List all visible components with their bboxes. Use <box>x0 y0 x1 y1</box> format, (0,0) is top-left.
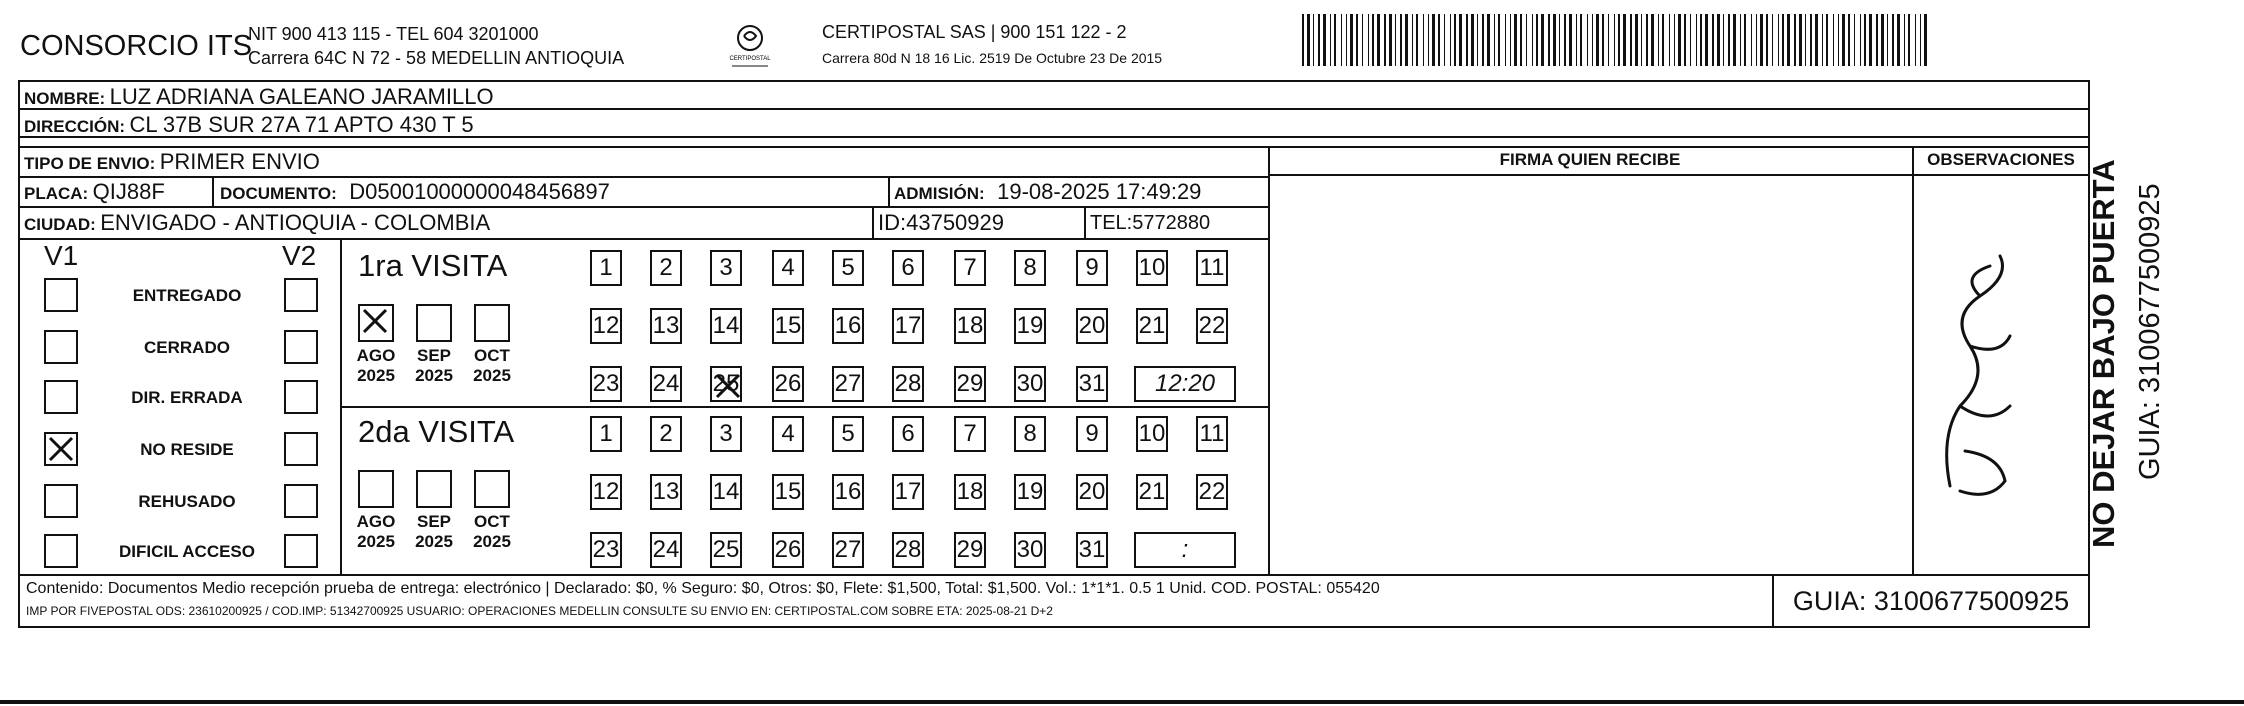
day-number: 16 <box>834 312 862 339</box>
tel-value: TEL:5772880 <box>1090 212 1211 234</box>
day-number: 27 <box>834 370 862 397</box>
admision-value: 19-08-2025 17:49:29 <box>997 179 1202 204</box>
second-time-box[interactable] <box>1134 532 1236 568</box>
v1-label: V1 <box>44 240 79 271</box>
day-number: 12 <box>592 478 620 505</box>
day-number: 3 <box>719 420 733 447</box>
first-time-box[interactable] <box>1134 366 1236 402</box>
nombre-label: NOMBRE: <box>24 89 106 108</box>
day-number: 23 <box>592 370 620 397</box>
second-visit-title: 2da VISITA <box>358 414 515 449</box>
second-month-checkbox[interactable] <box>416 470 452 508</box>
month-name: SEP <box>416 512 452 531</box>
first-day-cell[interactable] <box>710 366 742 402</box>
documento-value: D05001000000048456897 <box>349 179 610 204</box>
firma-header: FIRMA QUIEN RECIBE <box>1499 150 1681 169</box>
day-number: 10 <box>1138 254 1166 281</box>
second-day-cell[interactable] <box>832 416 864 452</box>
day-number: 24 <box>652 536 680 563</box>
first-day-cell[interactable] <box>772 366 804 402</box>
first-month-checkbox[interactable] <box>358 304 394 342</box>
v1-checkbox[interactable] <box>44 484 78 518</box>
time-value: : <box>1181 536 1189 563</box>
first-day-cell[interactable] <box>710 308 742 344</box>
company-nit: NIT 900 413 115 - TEL 604 3201000 <box>248 24 539 44</box>
day-number: 4 <box>781 254 795 281</box>
second-day-cell[interactable] <box>590 416 622 452</box>
day-number: 22 <box>1198 312 1226 339</box>
month-year: 2025 <box>357 532 395 551</box>
time-value: 12:20 <box>1154 370 1216 397</box>
placa-label: PLACA: <box>24 184 89 203</box>
id-value: ID:43750929 <box>878 210 1004 235</box>
second-day-cell[interactable] <box>954 416 986 452</box>
second-day-cell[interactable] <box>590 474 622 510</box>
day-number: 31 <box>1078 536 1106 563</box>
admision-row <box>894 179 1201 205</box>
v2-checkbox[interactable] <box>284 278 318 312</box>
second-month-label <box>468 512 516 552</box>
check-mark-icon <box>46 434 76 464</box>
first-day-cell[interactable] <box>832 250 864 286</box>
day-number: 8 <box>1023 254 1037 281</box>
day-number: 18 <box>956 478 984 505</box>
first-day-cell[interactable] <box>1014 366 1046 402</box>
first-day-cell[interactable] <box>1076 366 1108 402</box>
second-day-cell[interactable] <box>1014 474 1046 510</box>
first-day-cell[interactable] <box>772 250 804 286</box>
day-number: 15 <box>774 312 802 339</box>
first-day-cell[interactable] <box>1136 308 1168 344</box>
second-day-cell[interactable] <box>832 474 864 510</box>
day-number: 28 <box>894 370 922 397</box>
day-number: 14 <box>712 478 740 505</box>
day-number: 1 <box>599 254 613 281</box>
day-number: 20 <box>1078 478 1106 505</box>
v2-checkbox[interactable] <box>284 534 318 568</box>
v1-checkbox[interactable] <box>44 432 78 466</box>
v2-checkbox[interactable] <box>284 330 318 364</box>
month-name: AGO <box>356 346 396 365</box>
first-day-cell[interactable] <box>892 308 924 344</box>
second-day-cell[interactable] <box>892 416 924 452</box>
first-day-cell[interactable] <box>1076 250 1108 286</box>
second-day-cell[interactable] <box>710 532 742 568</box>
v2-checkbox[interactable] <box>284 380 318 414</box>
first-day-cell[interactable] <box>892 366 924 402</box>
first-day-cell[interactable] <box>954 250 986 286</box>
month-year: 2025 <box>473 366 511 385</box>
second-day-cell[interactable] <box>1076 532 1108 568</box>
second-day-cell[interactable] <box>590 532 622 568</box>
barcode <box>1302 14 1932 66</box>
day-number: 13 <box>652 478 680 505</box>
first-day-cell[interactable] <box>954 366 986 402</box>
ciudad-row <box>24 210 490 236</box>
day-number: 4 <box>781 420 795 447</box>
status-reason-label: DIFICIL ACCESO <box>118 542 255 561</box>
second-day-cell[interactable] <box>772 474 804 510</box>
check-mark-icon <box>713 371 743 401</box>
day-number: 7 <box>963 254 977 281</box>
side-warning: NO DEJAR BAJO PUERTA <box>2086 159 2121 548</box>
placa-value: QIJ88F <box>92 179 165 204</box>
nombre-value: LUZ ADRIANA GALEANO JARAMILLO <box>109 84 494 109</box>
placa-row <box>24 179 165 205</box>
certipostal-logo <box>722 22 778 72</box>
company-address: Carrera 64C N 72 - 58 MEDELLIN ANTIOQUIA <box>248 48 625 68</box>
tipo-row <box>24 149 320 175</box>
day-number: 7 <box>963 420 977 447</box>
second-day-cell[interactable] <box>954 474 986 510</box>
v1-checkbox[interactable] <box>44 330 78 364</box>
direccion-row <box>24 112 474 138</box>
direccion-value: CL 37B SUR 27A 71 APTO 430 T 5 <box>129 112 474 137</box>
day-number: 28 <box>894 536 922 563</box>
second-day-cell[interactable] <box>892 474 924 510</box>
day-number: 19 <box>1016 312 1044 339</box>
bottom-border <box>0 700 2244 704</box>
second-day-cell[interactable] <box>1014 416 1046 452</box>
second-day-cell[interactable] <box>650 532 682 568</box>
carrier-license: Carrera 80d N 18 16 Lic. 2519 De Octubre 23 De 2015 <box>822 50 1163 66</box>
first-month-checkbox[interactable] <box>416 304 452 342</box>
v1-checkbox[interactable] <box>44 534 78 568</box>
tipo-value: PRIMER ENVIO <box>159 149 320 174</box>
v2-label: V2 <box>282 240 317 271</box>
day-number: 6 <box>901 420 915 447</box>
v1-checkbox[interactable] <box>44 380 78 414</box>
status-reason-label: REHUSADO <box>138 492 236 511</box>
second-month-checkbox[interactable] <box>474 470 510 508</box>
first-day-cell[interactable] <box>772 308 804 344</box>
check-mark-icon <box>360 306 390 336</box>
svg-text:CERTIPOSTAL: CERTIPOSTAL <box>729 56 771 62</box>
first-visit-title: 1ra VISITA <box>358 248 508 283</box>
month-year: 2025 <box>415 366 453 385</box>
first-day-cell[interactable] <box>650 250 682 286</box>
day-number: 22 <box>1198 478 1226 505</box>
second-day-cell[interactable] <box>832 532 864 568</box>
first-day-cell[interactable] <box>1196 308 1228 344</box>
day-number: 10 <box>1138 420 1166 447</box>
day-number: 12 <box>592 312 620 339</box>
second-day-cell[interactable] <box>1196 474 1228 510</box>
day-number: 25 <box>712 370 740 397</box>
first-day-cell[interactable] <box>590 250 622 286</box>
day-number: 21 <box>1138 312 1166 339</box>
first-month-label <box>410 346 458 386</box>
second-day-cell[interactable] <box>650 474 682 510</box>
observaciones-header: OBSERVACIONES <box>1927 150 2075 169</box>
documento-row <box>220 179 610 205</box>
day-number: 13 <box>652 312 680 339</box>
second-day-cell[interactable] <box>772 416 804 452</box>
v2-checkbox[interactable] <box>284 484 318 518</box>
day-number: 23 <box>592 536 620 563</box>
month-year: 2025 <box>357 366 395 385</box>
first-day-cell[interactable] <box>1076 308 1108 344</box>
day-number: 25 <box>712 536 740 563</box>
day-number: 6 <box>901 254 915 281</box>
day-number: 9 <box>1085 420 1099 447</box>
day-number: 5 <box>841 254 855 281</box>
month-name: SEP <box>416 346 452 365</box>
second-day-cell[interactable] <box>710 416 742 452</box>
day-number: 15 <box>774 478 802 505</box>
day-number: 19 <box>1016 478 1044 505</box>
day-number: 11 <box>1199 420 1225 447</box>
day-number: 21 <box>1138 478 1166 505</box>
status-reason-label: ENTREGADO <box>132 286 242 305</box>
day-number: 17 <box>894 312 922 339</box>
side-guia: GUIA: 3100677500925 <box>2134 183 2166 480</box>
status-reason-label: NO RESIDE <box>140 440 234 459</box>
day-number: 11 <box>1199 254 1225 281</box>
status-reason-label: DIR. ERRADA <box>131 388 243 407</box>
second-day-cell[interactable] <box>1136 474 1168 510</box>
handwritten-observation <box>1930 236 2040 516</box>
status-reason-label: CERRADO <box>144 338 230 357</box>
first-day-cell[interactable] <box>590 366 622 402</box>
v2-checkbox[interactable] <box>284 432 318 466</box>
first-day-cell[interactable] <box>1136 250 1168 286</box>
first-month-label <box>352 346 400 386</box>
day-number: 20 <box>1078 312 1106 339</box>
day-number: 17 <box>894 478 922 505</box>
company-name: CONSORCIO ITS <box>20 30 253 62</box>
day-number: 26 <box>774 370 802 397</box>
second-day-cell[interactable] <box>1076 474 1108 510</box>
day-number: 1 <box>599 420 613 447</box>
day-number: 29 <box>956 536 984 563</box>
day-number: 30 <box>1016 536 1044 563</box>
day-number: 27 <box>834 536 862 563</box>
second-day-cell[interactable] <box>1136 416 1168 452</box>
second-day-cell[interactable] <box>710 474 742 510</box>
footer-guia: GUIA: 3100677500925 <box>1792 586 2070 616</box>
admision-label: ADMISIÓN: <box>894 184 985 203</box>
day-number: 30 <box>1016 370 1044 397</box>
first-day-cell[interactable] <box>954 308 986 344</box>
first-day-cell[interactable] <box>832 308 864 344</box>
second-day-cell[interactable] <box>650 416 682 452</box>
day-number: 5 <box>841 420 855 447</box>
first-day-cell[interactable] <box>590 308 622 344</box>
first-day-cell[interactable] <box>650 308 682 344</box>
second-day-cell[interactable] <box>892 532 924 568</box>
first-month-checkbox[interactable] <box>474 304 510 342</box>
second-day-cell[interactable] <box>1014 532 1046 568</box>
tipo-label: TIPO DE ENVIO: <box>24 154 156 173</box>
day-number: 18 <box>956 312 984 339</box>
second-day-cell[interactable] <box>772 532 804 568</box>
month-year: 2025 <box>415 532 453 551</box>
month-name: AGO <box>356 512 396 531</box>
first-day-cell[interactable] <box>892 250 924 286</box>
first-day-cell[interactable] <box>710 250 742 286</box>
day-number: 31 <box>1078 370 1106 397</box>
second-day-cell[interactable] <box>1196 416 1228 452</box>
day-number: 3 <box>719 254 733 281</box>
day-number: 9 <box>1085 254 1099 281</box>
first-day-cell[interactable] <box>650 366 682 402</box>
second-month-checkbox[interactable] <box>358 470 394 508</box>
second-day-cell[interactable] <box>954 532 986 568</box>
day-number: 29 <box>956 370 984 397</box>
second-month-label <box>352 512 400 552</box>
direccion-label: DIRECCIÓN: <box>24 117 126 136</box>
day-number: 14 <box>712 312 740 339</box>
day-number: 24 <box>652 370 680 397</box>
first-day-cell[interactable] <box>1014 308 1046 344</box>
day-number: 26 <box>774 536 802 563</box>
first-day-cell[interactable] <box>832 366 864 402</box>
documento-label: DOCUMENTO: <box>220 184 337 203</box>
nombre-row <box>24 84 494 110</box>
day-number: 2 <box>659 420 673 447</box>
day-number: 2 <box>659 254 673 281</box>
day-number: 16 <box>834 478 862 505</box>
ciudad-label: CIUDAD: <box>24 215 96 234</box>
first-month-label <box>468 346 516 386</box>
day-number: 8 <box>1023 420 1037 447</box>
v1-checkbox[interactable] <box>44 278 78 312</box>
first-day-cell[interactable] <box>1014 250 1046 286</box>
ciudad-value: ENVIGADO - ANTIOQUIA - COLOMBIA <box>100 210 491 235</box>
footer-contenido: Contenido: Documentos Medio recepción prueba de entrega: electrónico | Declarado: $0, % Seguro: $0, Otros: $0, Flete: $1,500, Total: $1,500. Vol.: 1*1*1. 0.5 1 Unid. COD. POSTAL: 055420 <box>26 580 1380 597</box>
month-name: OCT <box>474 512 510 531</box>
second-day-cell[interactable] <box>1076 416 1108 452</box>
month-name: OCT <box>474 346 510 365</box>
carrier-name: CERTIPOSTAL SAS | 900 151 122 - 2 <box>822 22 1127 42</box>
footer-imp: IMP POR FIVEPOSTAL ODS: 23610200925 / COD.IMP: 51342700925 USUARIO: OPERACIONES MEDELLIN CONSULTE SU ENVIO EN: CERTIPOSTAL.COM SOBRE ETA: 2025-08-21 D+2 <box>26 604 1053 618</box>
month-year: 2025 <box>473 532 511 551</box>
second-month-label <box>410 512 458 552</box>
first-day-cell[interactable] <box>1196 250 1228 286</box>
